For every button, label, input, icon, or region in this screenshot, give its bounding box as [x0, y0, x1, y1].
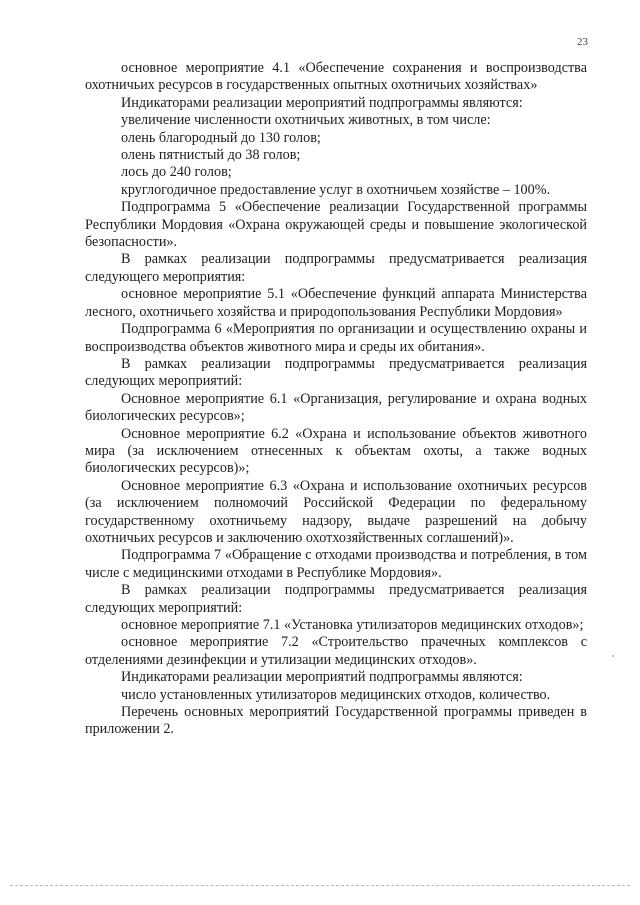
bottom-border — [10, 885, 630, 886]
scan-mark — [612, 655, 614, 657]
paragraph: число установленных утилизаторов медицинских отходов, количество. — [121, 686, 551, 703]
paragraph: основное мероприятие 7.2 «Строительство прачечных комплексов с отделениями дезинфекции и утилизации медицинских отходов». — [85, 634, 587, 668]
paragraph: В рамках реализации подпрограммы предусматривается реализация следующего мероприятия: — [85, 251, 587, 285]
paragraph: Подпрограмма 7 «Обращение с отходами производства и потребления, в том числе с медицинскими отходами в Республике Мордовия». — [85, 547, 587, 581]
paragraph: Индикаторами реализации мероприятий подпрограммы являются: — [121, 94, 523, 111]
paragraph: олень пятнистый до 38 голов; — [121, 147, 301, 164]
paragraph: основное мероприятие 7.1 «Установка утилизаторов медицинских отходов»; — [121, 617, 584, 633]
paragraph: круглогодичное предоставление услуг в охотничьем хозяйстве – 100%. — [121, 181, 551, 198]
page-number: 23 — [577, 36, 588, 48]
paragraph: олень благородный до 130 голов; — [121, 129, 321, 146]
paragraph: лось до 240 голов; — [121, 164, 232, 181]
paragraph: Подпрограмма 6 «Мероприятия по организации и осуществлению охраны и воспроизводства объектов животного мира и среды их обитания». — [85, 321, 587, 355]
paragraph: Перечень основных мероприятий Государственной программы приведен в приложении 2. — [85, 704, 587, 738]
paragraph: Индикаторами реализации мероприятий подпрограммы являются: — [121, 669, 523, 686]
paragraph: Подпрограмма 5 «Обеспечение реализации Государственной программы Республики Мордовия «Охрана окружающей среды и повышение экологической безопасности». — [85, 199, 587, 251]
paragraph: В рамках реализации подпрограммы предусматривается реализация следующих мероприятий: — [85, 582, 587, 616]
paragraph: основное мероприятие 5.1 «Обеспечение функций аппарата Министерства лесного, охотничьего хозяйства и природопользования Республики Мордовия» — [85, 286, 587, 320]
paragraph: Основное мероприятие 6.1 «Организация, регулирование и охрана водных биологических ресурсов»; — [85, 390, 587, 425]
paragraph: В рамках реализации подпрограммы предусматривается реализация следующих мероприятий: — [85, 355, 587, 390]
paragraph: основное мероприятие 4.1 «Обеспечение сохранения и воспроизводства охотничьих ресурсов в государственных опытных охотничьих хозяйствах» — [85, 60, 587, 94]
paragraph: увеличение численности охотничьих животных, в том числе: — [121, 112, 491, 129]
paragraph: Основное мероприятие 6.2 «Охрана и использование объектов животного мира (за исключением отнесенных к объектам охоты, а также водных биологических ресурсов)»; — [85, 425, 587, 477]
document-body — [85, 60, 587, 739]
paragraph: Основное мероприятие 6.3 «Охрана и использование охотничьих ресурсов (за исключением полномочий Российской Федерации по федеральному государственному охотничьему надзору, выдаче разрешений на добычу охотничьих ресурсов и заключению охотхозяйственных соглашений)». — [85, 477, 587, 546]
